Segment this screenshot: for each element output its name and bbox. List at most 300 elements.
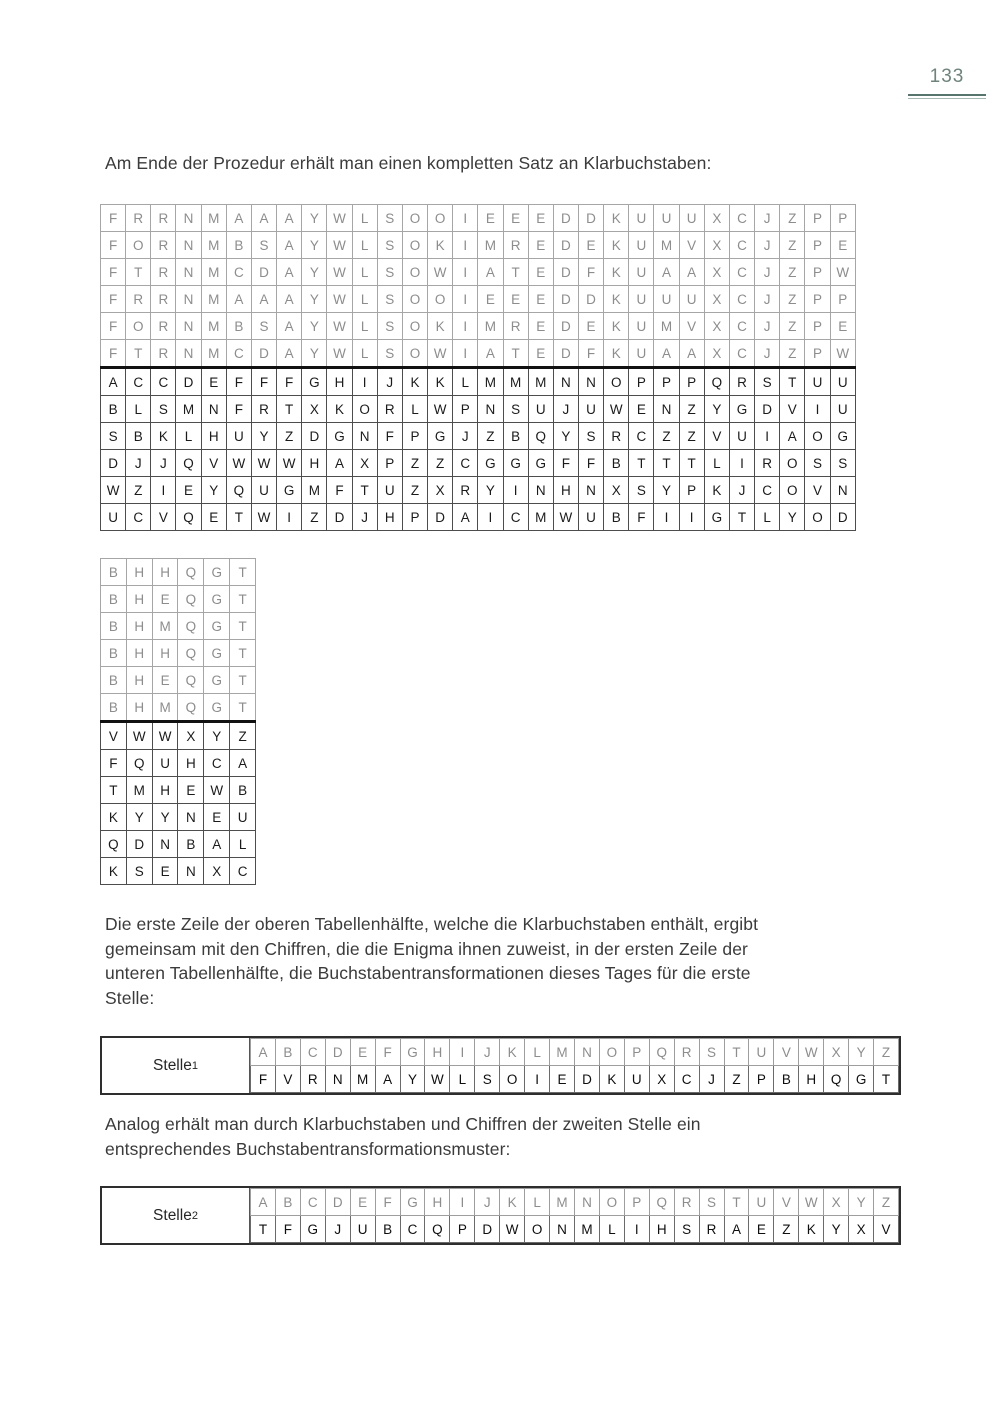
letter-cell: H [126, 559, 152, 586]
letter-cell: N [176, 286, 201, 313]
letter-cell: E [830, 313, 855, 340]
letter-cell: C [729, 340, 754, 368]
letter-cell: I [654, 504, 679, 531]
letter-cell: C [755, 477, 780, 504]
letter-cell: D [553, 232, 578, 259]
letter-cell: X [352, 450, 377, 477]
letter-cell: E [578, 232, 603, 259]
letter-cell: K [604, 340, 629, 368]
letter-cell: R [503, 232, 528, 259]
letter-row [101, 286, 856, 313]
letter-cell: K [428, 232, 453, 259]
letter-cell: K [599, 1066, 624, 1093]
letter-cell: H [126, 586, 152, 613]
letter-cell: M [654, 313, 679, 340]
letter-cell: C [126, 504, 151, 531]
letter-cell: S [674, 1216, 699, 1243]
letter-cell: V [780, 396, 805, 423]
letter-cell: T [724, 1039, 749, 1066]
letter-cell: J [755, 313, 780, 340]
letter-cell: W [428, 396, 453, 423]
letter-cell: M [528, 368, 553, 396]
letter-row [251, 1066, 899, 1093]
letter-cell: C [453, 450, 478, 477]
letter-cell: I [453, 286, 478, 313]
letter-cell: K [604, 313, 629, 340]
letter-cell: T [679, 450, 704, 477]
letter-cell: H [553, 477, 578, 504]
letter-cell: F [629, 504, 654, 531]
letter-cell: B [126, 423, 151, 450]
letter-cell: F [578, 259, 603, 286]
letter-cell: S [830, 450, 855, 477]
letter-cell: N [201, 396, 226, 423]
letter-row [101, 667, 256, 694]
letter-cell: N [550, 1216, 575, 1243]
letter-row [101, 232, 856, 259]
letter-row [101, 205, 856, 232]
letter-cell: G [830, 423, 855, 450]
text-line: gemeinsam mit den Chiffren, die die Enigma ihnen zuweist, in der ersten Zeile der [105, 938, 748, 959]
letter-cell: G [849, 1066, 874, 1093]
letter-cell: M [550, 1189, 575, 1216]
letter-cell: N [176, 205, 201, 232]
letter-cell: M [478, 313, 503, 340]
letter-cell: B [604, 504, 629, 531]
letter-cell: W [152, 722, 178, 750]
letter-cell: T [230, 640, 256, 667]
letter-cell: O [805, 504, 830, 531]
letter-cell: R [674, 1189, 699, 1216]
letter-cell: T [126, 259, 151, 286]
letter-cell: Q [178, 613, 204, 640]
letter-cell: E [152, 667, 178, 694]
letter-row [101, 804, 256, 831]
paragraph-transformations [105, 912, 935, 1010]
letter-cell: D [302, 423, 327, 450]
letter-cell: V [704, 423, 729, 450]
letter-cell: B [101, 396, 126, 423]
letter-cell: Y [201, 477, 226, 504]
letter-cell: I [453, 259, 478, 286]
letter-row [101, 613, 256, 640]
letter-cell: U [654, 286, 679, 313]
letter-cell: A [277, 259, 302, 286]
letter-cell: F [101, 286, 126, 313]
letter-cell: A [226, 286, 251, 313]
letter-cell: I [453, 232, 478, 259]
letter-cell: T [230, 613, 256, 640]
text-line: Analog erhält man durch Klarbuchstaben und Chiffren der zweiten Stelle ein [105, 1114, 701, 1134]
letter-cell: C [230, 858, 256, 885]
letter-cell: I [352, 368, 377, 396]
letter-cell: E [528, 313, 553, 340]
letter-cell: Q [425, 1216, 450, 1243]
letter-cell: N [178, 858, 204, 885]
letter-cell: X [178, 722, 204, 750]
letter-row [101, 368, 856, 396]
letter-cell: Q [226, 477, 251, 504]
letter-cell: W [830, 340, 855, 368]
letter-cell: J [755, 259, 780, 286]
letter-cell: T [629, 450, 654, 477]
letter-cell: R [503, 313, 528, 340]
letter-row [101, 450, 856, 477]
letter-cell: U [230, 804, 256, 831]
letter-cell: N [152, 831, 178, 858]
letter-cell: O [525, 1216, 550, 1243]
letter-cell: O [126, 232, 151, 259]
stelle1-table [100, 1036, 901, 1095]
letter-cell: W [327, 232, 352, 259]
letter-cell: D [428, 504, 453, 531]
text-line: Stelle: [105, 987, 155, 1008]
letter-cell: D [327, 504, 352, 531]
letter-cell: M [201, 313, 226, 340]
letter-cell: A [679, 340, 704, 368]
letter-cell: C [503, 504, 528, 531]
letter-cell: M [201, 340, 226, 368]
letter-cell: Y [478, 477, 503, 504]
letter-cell: S [503, 396, 528, 423]
letter-row [101, 477, 856, 504]
letter-cell: K [604, 205, 629, 232]
intro-text: Am Ende der Prozedur erhält man einen kompletten Satz an Klarbuchstaben: [105, 153, 712, 173]
letter-cell: K [604, 259, 629, 286]
letter-cell: M [152, 694, 178, 722]
letter-cell: D [574, 1066, 599, 1093]
letter-cell: Y [302, 340, 327, 368]
letter-cell: I [478, 504, 503, 531]
letter-cell: J [755, 205, 780, 232]
letter-cell: T [874, 1066, 899, 1093]
letter-cell: T [126, 340, 151, 368]
letter-cell: L [352, 313, 377, 340]
letter-cell: G [400, 1039, 425, 1066]
letter-cell: S [805, 450, 830, 477]
letter-cell: N [830, 477, 855, 504]
letter-cell: C [204, 750, 230, 777]
letter-row [101, 750, 256, 777]
letter-cell: J [755, 340, 780, 368]
letter-cell: E [550, 1066, 575, 1093]
letter-cell: C [729, 259, 754, 286]
letter-cell: U [629, 232, 654, 259]
letter-cell: N [176, 340, 201, 368]
letter-cell: A [724, 1216, 749, 1243]
letter-cell: H [425, 1039, 450, 1066]
letter-cell: H [377, 504, 402, 531]
letter-cell: H [126, 640, 152, 667]
letter-cell: R [300, 1066, 325, 1093]
letter-cell: H [152, 559, 178, 586]
letter-cell: B [275, 1189, 300, 1216]
letter-cell: W [126, 722, 152, 750]
letter-cell: L [525, 1189, 550, 1216]
letter-cell: A [277, 313, 302, 340]
letter-cell: W [251, 504, 276, 531]
letter-cell: B [226, 232, 251, 259]
letter-cell: Z [428, 450, 453, 477]
letter-cell: D [325, 1039, 350, 1066]
letter-cell: W [101, 477, 126, 504]
letter-cell: X [704, 205, 729, 232]
letter-cell: Q [178, 640, 204, 667]
letter-cell: P [805, 205, 830, 232]
letter-cell: N [528, 477, 553, 504]
letter-cell: U [830, 396, 855, 423]
letter-cell: S [377, 340, 402, 368]
letter-cell: Z [230, 722, 256, 750]
letter-cell: S [699, 1039, 724, 1066]
letter-cell: E [478, 205, 503, 232]
letter-cell: R [151, 259, 176, 286]
letter-cell: F [101, 205, 126, 232]
letter-cell: S [377, 205, 402, 232]
letter-cell: I [624, 1216, 649, 1243]
letter-cell: Q [824, 1066, 849, 1093]
letter-cell: B [101, 640, 127, 667]
letter-cell: D [553, 313, 578, 340]
letter-cell: S [377, 259, 402, 286]
letter-cell: S [377, 286, 402, 313]
letter-cell: Y [302, 259, 327, 286]
letter-cell: R [151, 340, 176, 368]
letter-cell: V [101, 722, 127, 750]
stelle1-mapping-grid [250, 1038, 899, 1093]
letter-cell: W [830, 259, 855, 286]
letter-cell: G [400, 1189, 425, 1216]
letter-cell: L [352, 340, 377, 368]
letter-cell: M [654, 232, 679, 259]
letter-cell: Y [849, 1189, 874, 1216]
letter-cell: J [126, 450, 151, 477]
letter-cell: U [152, 750, 178, 777]
letter-cell: G [204, 613, 230, 640]
letter-cell: D [325, 1189, 350, 1216]
letter-cell: J [699, 1066, 724, 1093]
letter-cell: U [251, 477, 276, 504]
letter-cell: A [780, 423, 805, 450]
letter-cell: B [101, 586, 127, 613]
letter-row [251, 1216, 899, 1243]
letter-cell: N [553, 368, 578, 396]
letter-cell: H [152, 777, 178, 804]
letter-cell: G [204, 559, 230, 586]
letter-cell: B [178, 831, 204, 858]
letter-cell: N [352, 423, 377, 450]
letter-cell: B [275, 1039, 300, 1066]
letter-cell: W [327, 313, 352, 340]
letter-cell: R [126, 286, 151, 313]
letter-cell: W [327, 340, 352, 368]
letter-cell: R [729, 368, 754, 396]
letter-cell: K [151, 423, 176, 450]
letter-row [101, 313, 856, 340]
letter-cell: J [377, 368, 402, 396]
letter-cell: Z [780, 286, 805, 313]
letter-cell: T [780, 368, 805, 396]
letter-cell: M [152, 613, 178, 640]
letter-cell: A [277, 286, 302, 313]
letter-cell: U [654, 205, 679, 232]
letter-cell: U [624, 1066, 649, 1093]
letter-cell: N [574, 1189, 599, 1216]
letter-cell: Q [649, 1039, 674, 1066]
letter-cell: T [230, 667, 256, 694]
letter-cell: Y [400, 1066, 425, 1093]
letter-cell: D [578, 286, 603, 313]
letter-cell: K [402, 368, 427, 396]
letter-cell: T [729, 504, 754, 531]
letter-cell: Y [302, 286, 327, 313]
letter-cell: F [553, 450, 578, 477]
letter-cell: U [679, 286, 704, 313]
letter-cell: V [201, 450, 226, 477]
letter-cell: P [377, 450, 402, 477]
letter-cell: T [251, 1216, 276, 1243]
letter-cell: C [300, 1039, 325, 1066]
letter-cell: R [755, 450, 780, 477]
letter-cell: R [151, 232, 176, 259]
letter-cell: Q [126, 750, 152, 777]
letter-cell: P [624, 1039, 649, 1066]
letter-cell: C [226, 259, 251, 286]
text-line: entsprechendes Buchstabentransformationsmuster: [105, 1138, 511, 1159]
letter-cell: Z [402, 477, 427, 504]
letter-cell: Z [780, 205, 805, 232]
letter-cell: T [352, 477, 377, 504]
letter-cell: T [654, 450, 679, 477]
letter-cell: T [230, 559, 256, 586]
letter-cell: F [327, 477, 352, 504]
letter-cell: H [799, 1066, 824, 1093]
letter-cell: Y [553, 423, 578, 450]
letter-cell: R [151, 313, 176, 340]
letter-cell: R [251, 396, 276, 423]
letter-cell: L [352, 259, 377, 286]
text-line: Die erste Zeile der oberen Tabellenhälfte, welche die Klarbuchstaben enthält, ergibt [105, 914, 759, 934]
letter-cell: M [201, 232, 226, 259]
letter-cell: B [101, 559, 127, 586]
letter-cell: W [327, 259, 352, 286]
letter-cell: X [824, 1189, 849, 1216]
letter-cell: U [226, 423, 251, 450]
letter-cell: Z [679, 423, 704, 450]
letter-cell: E [830, 232, 855, 259]
letter-cell: W [799, 1189, 824, 1216]
letter-cell: N [574, 1039, 599, 1066]
letter-cell: G [302, 368, 327, 396]
letter-cell: W [799, 1039, 824, 1066]
letter-cell: Z [478, 423, 503, 450]
letter-cell: L [352, 286, 377, 313]
letter-cell: D [251, 259, 276, 286]
letter-cell: K [500, 1189, 525, 1216]
letter-cell: W [425, 1066, 450, 1093]
letter-cell: M [478, 368, 503, 396]
letter-cell: C [729, 313, 754, 340]
letter-cell: E [503, 286, 528, 313]
letter-cell: E [350, 1039, 375, 1066]
letter-cell: N [176, 232, 201, 259]
letter-cell: A [226, 205, 251, 232]
letter-cell: M [176, 396, 201, 423]
letter-cell: C [300, 1189, 325, 1216]
letter-cell: I [729, 450, 754, 477]
letter-cell: Q [178, 586, 204, 613]
stelle1-label: Stelle 1 [102, 1038, 250, 1093]
letter-cell: G [277, 477, 302, 504]
letter-cell: A [654, 340, 679, 368]
letter-cell: F [277, 368, 302, 396]
letter-cell: A [277, 232, 302, 259]
letter-cell: I [525, 1066, 550, 1093]
letter-cell: Q [178, 559, 204, 586]
letter-cell: Z [679, 396, 704, 423]
small-letter-table [100, 558, 256, 885]
letter-cell: A [478, 340, 503, 368]
letter-cell: N [176, 259, 201, 286]
letter-cell: E [528, 259, 553, 286]
letter-cell: F [101, 259, 126, 286]
letter-cell: K [327, 396, 352, 423]
letter-cell: X [704, 313, 729, 340]
letter-cell: E [503, 205, 528, 232]
letter-cell: S [151, 396, 176, 423]
letter-cell: O [428, 286, 453, 313]
letter-cell: I [453, 340, 478, 368]
letter-cell: I [450, 1039, 475, 1066]
letter-cell: X [428, 477, 453, 504]
letter-cell: C [126, 368, 151, 396]
letter-cell: U [749, 1189, 774, 1216]
letter-cell: Y [302, 205, 327, 232]
letter-cell: T [101, 777, 127, 804]
page-number-rule [908, 94, 986, 99]
letter-cell: X [704, 259, 729, 286]
letter-cell: H [152, 640, 178, 667]
letter-cell: U [805, 368, 830, 396]
letter-cell: D [475, 1216, 500, 1243]
letter-cell: P [805, 232, 830, 259]
letter-cell: V [275, 1066, 300, 1093]
letter-cell: D [251, 340, 276, 368]
letter-cell: S [755, 368, 780, 396]
stelle1-label-text: Stelle [153, 1056, 192, 1074]
letter-cell: C [151, 368, 176, 396]
letter-cell: Y [126, 804, 152, 831]
letter-cell: J [151, 450, 176, 477]
letter-cell: Z [774, 1216, 799, 1243]
letter-cell: P [453, 396, 478, 423]
letter-cell: T [230, 586, 256, 613]
letter-cell: D [553, 340, 578, 368]
letter-cell: S [377, 232, 402, 259]
letter-cell: G [704, 504, 729, 531]
letter-cell: R [699, 1216, 724, 1243]
letter-cell: G [204, 694, 230, 722]
letter-cell: A [478, 259, 503, 286]
letter-cell: H [302, 450, 327, 477]
letter-cell: L [704, 450, 729, 477]
letter-cell: U [578, 504, 603, 531]
letter-cell: P [624, 1189, 649, 1216]
letter-cell: E [204, 804, 230, 831]
letter-cell: E [629, 396, 654, 423]
letter-cell: N [176, 313, 201, 340]
letter-cell: P [654, 368, 679, 396]
